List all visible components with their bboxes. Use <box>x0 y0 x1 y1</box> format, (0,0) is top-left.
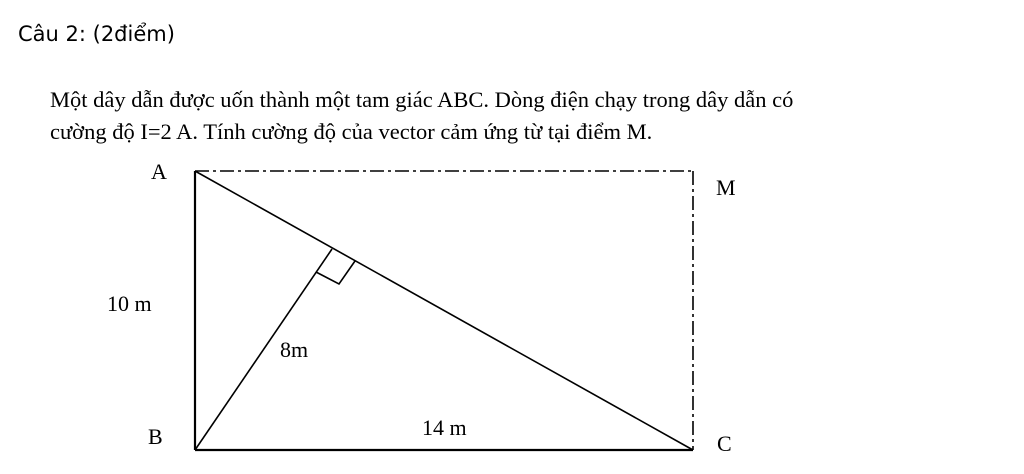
problem-line-1: Một dây dẫn được uốn thành một tam giác ABC. Dòng điện chạy trong dây dẫn có <box>50 87 794 112</box>
label-m: M <box>716 175 736 200</box>
question-heading: Câu 2: (2điểm) <box>18 22 175 46</box>
problem-line-2: cường độ I=2 A. Tính cường độ của vector cảm ứng từ tại điểm M. <box>50 119 653 144</box>
side-ac <box>195 171 693 450</box>
label-b: B <box>148 424 163 449</box>
label-side-bc: 14 m <box>422 415 467 440</box>
label-side-ab: 10 m <box>107 291 152 316</box>
altitude-bh <box>195 249 332 450</box>
label-c: C <box>717 431 732 456</box>
label-a: A <box>151 159 167 184</box>
label-height: 8m <box>280 337 309 362</box>
